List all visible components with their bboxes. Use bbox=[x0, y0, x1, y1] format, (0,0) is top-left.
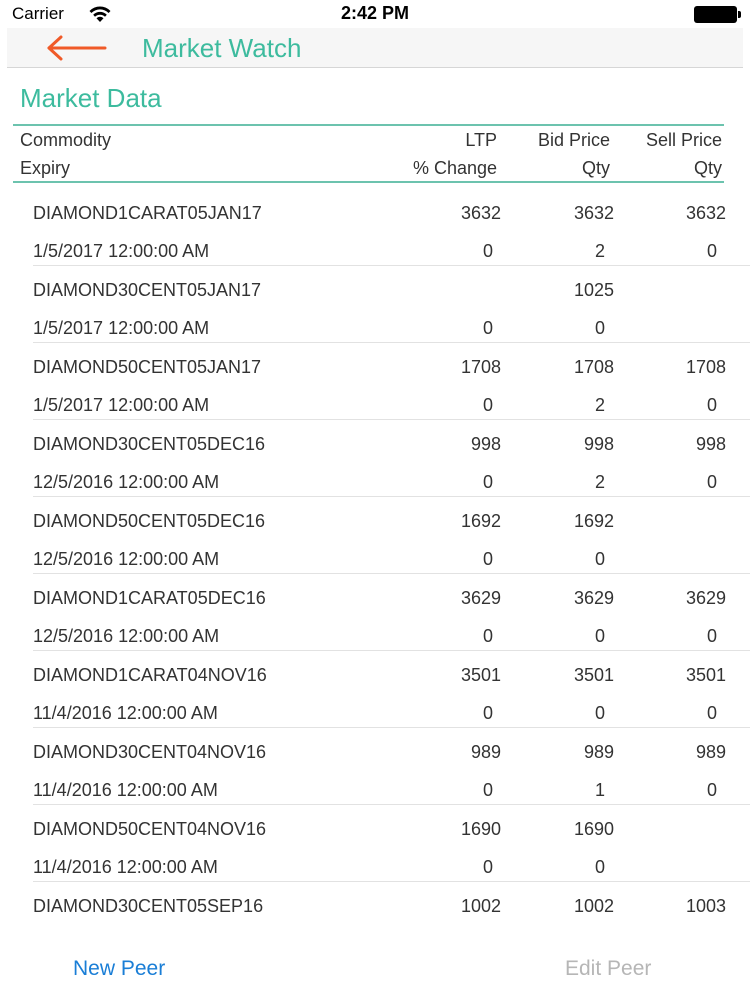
ltp-value: 998 bbox=[470, 434, 501, 454]
header-change: % Change bbox=[412, 158, 497, 178]
sell-qty-value: 0 bbox=[706, 780, 717, 800]
expiry-date: 1/5/2017 12:00:00 AM bbox=[33, 241, 210, 261]
new-peer-button[interactable]: New Peer bbox=[73, 957, 166, 980]
bid-price-value: 3629 bbox=[573, 588, 614, 608]
change-value: 0 bbox=[482, 318, 493, 338]
bid-price-value: 3501 bbox=[573, 665, 614, 685]
change-value: 0 bbox=[482, 780, 493, 800]
bid-price-value: 1002 bbox=[573, 896, 614, 916]
clock-time: 2:42 PM bbox=[340, 3, 410, 23]
row-divider bbox=[33, 573, 750, 574]
header-commodity: Commodity bbox=[20, 130, 112, 150]
row-divider bbox=[33, 342, 750, 343]
commodity-name: DIAMOND30CENT04NOV16 bbox=[33, 742, 267, 762]
sell-qty-value: 0 bbox=[706, 626, 717, 646]
nav-title: Market Watch bbox=[142, 33, 302, 63]
sell-price-value: 1708 bbox=[685, 357, 726, 377]
table-row[interactable] bbox=[0, 656, 750, 733]
commodity-name: DIAMOND1CARAT05JAN17 bbox=[33, 203, 262, 223]
change-value: 0 bbox=[482, 703, 493, 723]
sell-qty-value: 0 bbox=[706, 395, 717, 415]
ltp-value: 1692 bbox=[460, 511, 501, 531]
ltp-value: 989 bbox=[470, 742, 501, 762]
expiry-date: 11/4/2016 12:00:00 AM bbox=[33, 703, 218, 723]
commodity-name: DIAMOND50CENT05JAN17 bbox=[33, 357, 262, 377]
bid-price-value: 1692 bbox=[573, 511, 614, 531]
table-row[interactable] bbox=[0, 194, 750, 271]
bid-qty-value: 1 bbox=[594, 780, 605, 800]
bid-price-value: 1708 bbox=[573, 357, 614, 377]
change-value: 0 bbox=[482, 472, 493, 492]
arrow-left-icon bbox=[45, 34, 109, 62]
bid-qty-value: 2 bbox=[594, 395, 605, 415]
table-row[interactable] bbox=[0, 810, 750, 887]
row-divider bbox=[33, 496, 750, 497]
bid-qty-value: 0 bbox=[594, 626, 605, 646]
sell-price-value: 1003 bbox=[685, 896, 726, 916]
bid-qty-value: 2 bbox=[594, 241, 605, 261]
status-bar bbox=[0, 0, 750, 28]
sell-qty-value: 0 bbox=[706, 241, 717, 261]
bid-price-value: 998 bbox=[583, 434, 614, 454]
commodity-name: DIAMOND1CARAT05DEC16 bbox=[33, 588, 266, 608]
sell-price-value: 989 bbox=[695, 742, 726, 762]
back-button[interactable] bbox=[45, 34, 109, 62]
table-row[interactable] bbox=[0, 425, 750, 502]
ltp-value: 1002 bbox=[460, 896, 501, 916]
commodity-name: DIAMOND30CENT05SEP16 bbox=[33, 896, 264, 916]
carrier-label: Carrier bbox=[12, 4, 64, 23]
header-expiry: Expiry bbox=[20, 158, 71, 178]
row-divider bbox=[33, 265, 750, 266]
expiry-date: 1/5/2017 12:00:00 AM bbox=[33, 318, 210, 338]
ltp-value: 3629 bbox=[460, 588, 501, 608]
table-row[interactable] bbox=[0, 579, 750, 656]
bid-price-value: 1690 bbox=[573, 819, 614, 839]
expiry-date: 12/5/2016 12:00:00 AM bbox=[33, 549, 220, 569]
ltp-value: 3632 bbox=[460, 203, 501, 223]
row-divider bbox=[33, 804, 750, 805]
expiry-date: 11/4/2016 12:00:00 AM bbox=[33, 780, 218, 800]
header-bid-qty: Qty bbox=[581, 158, 610, 178]
expiry-date: 12/5/2016 12:00:00 AM bbox=[33, 472, 220, 492]
header-sell-qty: Qty bbox=[693, 158, 722, 178]
battery-icon bbox=[694, 6, 742, 23]
bid-qty-value: 0 bbox=[594, 318, 605, 338]
sell-qty-value: 0 bbox=[706, 472, 717, 492]
table-row[interactable] bbox=[0, 271, 750, 348]
bid-qty-value: 0 bbox=[594, 549, 605, 569]
nav-bar bbox=[7, 28, 743, 68]
commodity-name: DIAMOND30CENT05DEC16 bbox=[33, 434, 266, 454]
ltp-value: 1708 bbox=[460, 357, 501, 377]
bottom-toolbar bbox=[0, 940, 750, 1000]
table-row[interactable] bbox=[0, 502, 750, 579]
bid-qty-value: 0 bbox=[594, 703, 605, 723]
change-value: 0 bbox=[482, 626, 493, 646]
commodity-name: DIAMOND1CARAT04NOV16 bbox=[33, 665, 267, 685]
sell-price-value: 3632 bbox=[685, 203, 726, 223]
commodity-name: DIAMOND30CENT05JAN17 bbox=[33, 280, 262, 300]
row-divider bbox=[33, 650, 750, 651]
row-divider bbox=[33, 419, 750, 420]
bid-price-value: 989 bbox=[583, 742, 614, 762]
sell-price-value: 3501 bbox=[685, 665, 726, 685]
row-divider bbox=[33, 881, 750, 882]
page-title: Market Data bbox=[20, 83, 162, 113]
sell-price-value: 998 bbox=[695, 434, 726, 454]
change-value: 0 bbox=[482, 241, 493, 261]
header-sell-price: Sell Price bbox=[645, 130, 722, 150]
commodity-name: DIAMOND50CENT04NOV16 bbox=[33, 819, 267, 839]
edit-peer-button[interactable]: Edit Peer bbox=[565, 957, 652, 980]
sell-qty-value: 0 bbox=[706, 703, 717, 723]
bid-price-value: 1025 bbox=[573, 280, 614, 300]
bid-qty-value: 0 bbox=[594, 857, 605, 877]
table-row[interactable] bbox=[0, 348, 750, 425]
change-value: 0 bbox=[482, 857, 493, 877]
divider bbox=[13, 124, 724, 126]
change-value: 0 bbox=[482, 395, 493, 415]
expiry-date: 12/5/2016 12:00:00 AM bbox=[33, 626, 220, 646]
row-divider bbox=[33, 727, 750, 728]
commodity-name: DIAMOND50CENT05DEC16 bbox=[33, 511, 266, 531]
divider bbox=[13, 181, 724, 183]
sell-price-value: 3629 bbox=[685, 588, 726, 608]
ltp-value: 3501 bbox=[460, 665, 501, 685]
header-ltp: LTP bbox=[465, 130, 497, 150]
change-value: 0 bbox=[482, 549, 493, 569]
header-bid-price: Bid Price bbox=[537, 130, 610, 150]
ltp-value: 1690 bbox=[460, 819, 501, 839]
expiry-date: 11/4/2016 12:00:00 AM bbox=[33, 857, 218, 877]
expiry-date: 1/5/2017 12:00:00 AM bbox=[33, 395, 210, 415]
table-row[interactable] bbox=[0, 733, 750, 810]
bid-price-value: 3632 bbox=[573, 203, 614, 223]
bid-qty-value: 2 bbox=[594, 472, 605, 492]
